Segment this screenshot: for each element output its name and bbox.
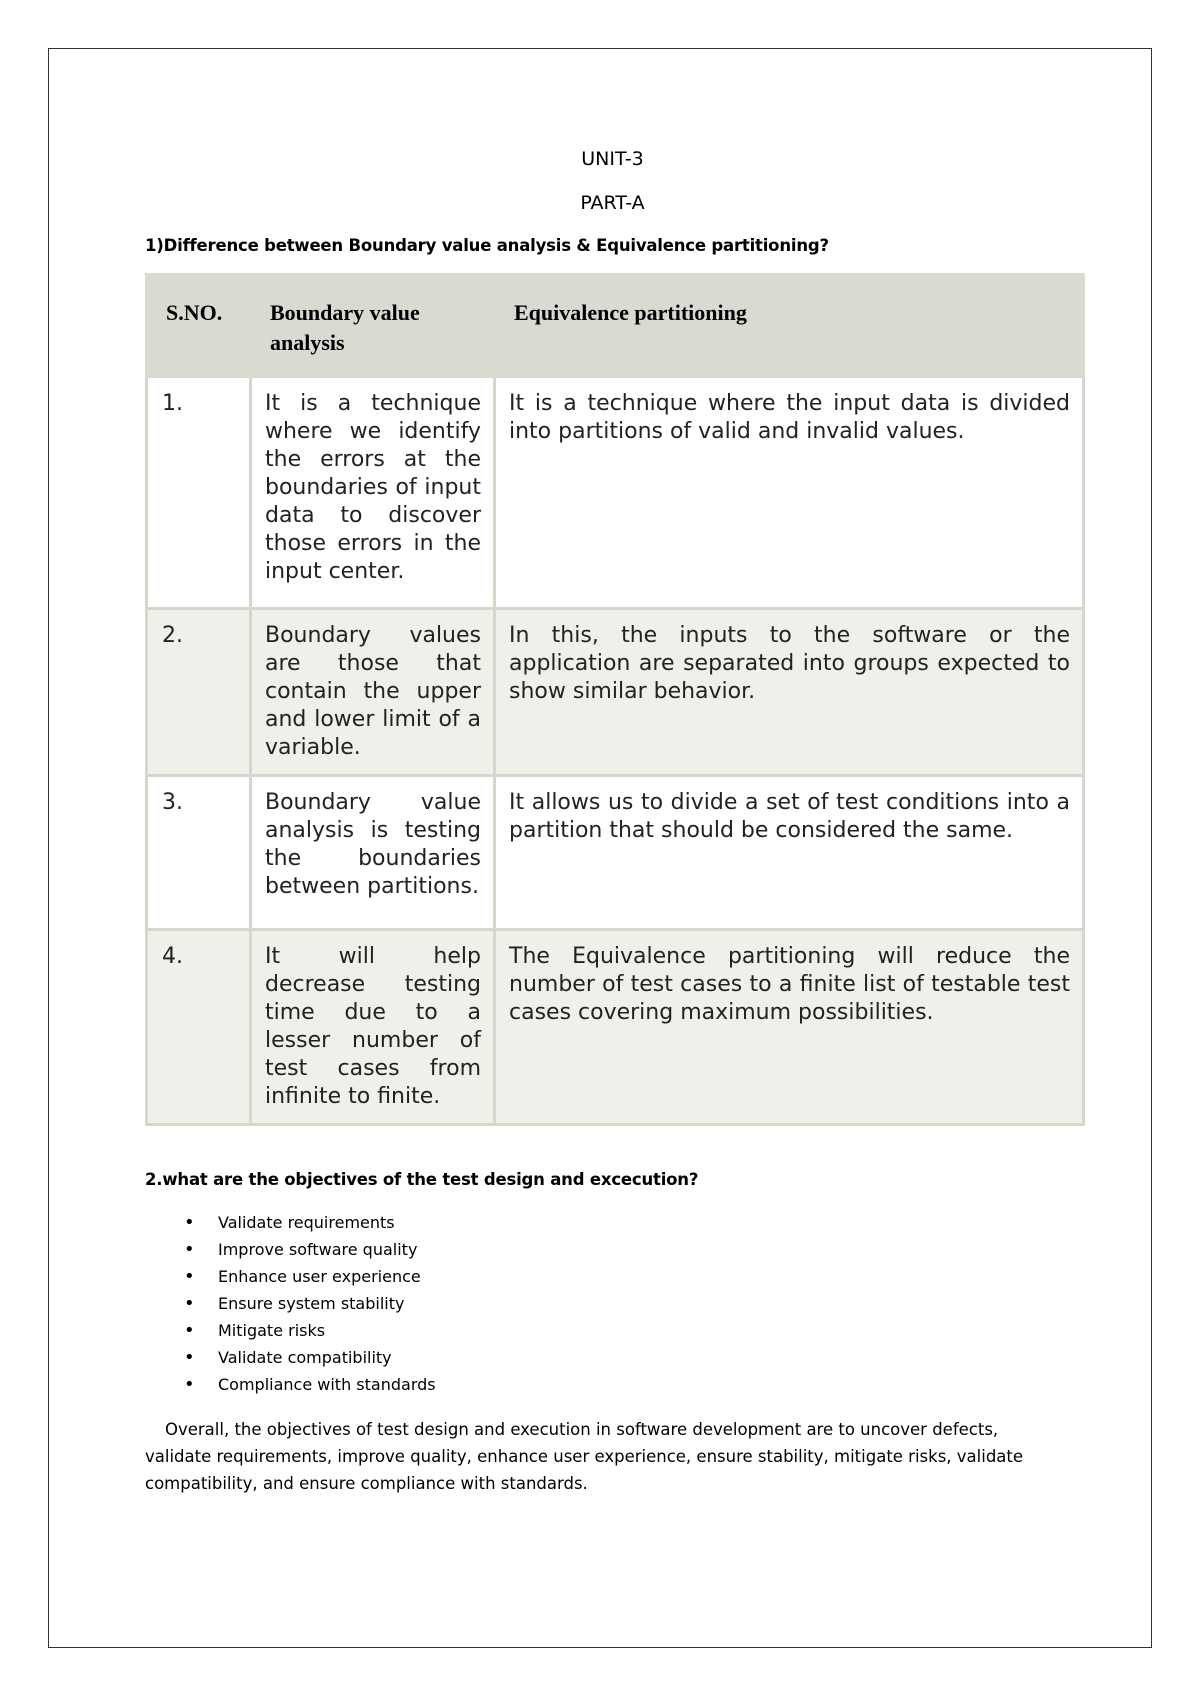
question-1-heading: 1)Difference between Boundary value analysis & Equivalence partitioning? [145,236,829,255]
objectives-list [145,1209,1080,1398]
list-item: • Validate requirements [218,1209,1080,1236]
document-body [145,140,1080,1497]
row-sno: 1. [147,377,251,609]
row-sno: 3. [147,776,251,930]
summary-paragraph [145,1416,1065,1497]
table-row [147,609,1084,776]
question-2-heading: 2.what are the objectives of the test design and excecution? [145,1170,699,1190]
header-boundary-value-analysis: Boundary value analysis [251,275,495,377]
row-ep-cell: It allows us to divide a set of test conditions into a partition that should be considered the same. [495,776,1084,930]
row-sno: 2. [147,609,251,776]
row-sno: 4. [147,930,251,1125]
list-item: • Enhance user experience [218,1263,1080,1290]
list-item: • Ensure system stability [218,1290,1080,1317]
row-ep-cell: In this, the inputs to the software or the application are separated into groups expected to show similar behavior. [495,609,1084,776]
list-item: • Mitigate risks [218,1317,1080,1344]
table-header-row [147,275,1084,377]
row-bva-cell: Boundary values are those that contain the upper and lower limit of a variable. [251,609,495,776]
row-bva-cell: Boundary value analysis is testing the boundaries between partitions. [251,776,495,930]
summary-text: Overall, the objectives of test design and execution in software development are to uncover defects, validate requirements, improve quality, enhance user experience, ensure stability, mitigate risks, validate compatibility, and ensure compliance with standards. [145,1420,1024,1494]
list-item: • Validate compatibility [218,1344,1080,1371]
unit-title: UNIT-3 [581,148,644,170]
comparison-table [145,273,1085,1126]
table-row [147,930,1084,1125]
row-ep-cell: It is a technique where the input data is divided into partitions of valid and invalid values. [495,377,1084,609]
header-sno: S.NO. [147,275,251,377]
part-title: PART-A [580,192,645,214]
row-ep-cell: The Equivalence partitioning will reduce the number of test cases to a finite list of testable test cases covering maximum possibilities. [495,930,1084,1125]
row-bva-cell: It is a technique where we identify the errors at the boundaries of input data to discover those errors in the input center. [251,377,495,609]
table-row [147,377,1084,609]
table-row [147,776,1084,930]
list-item: • Compliance with standards [218,1371,1080,1398]
list-item: • Improve software quality [218,1236,1080,1263]
header-equivalence-partitioning: Equivalence partitioning [495,275,1084,377]
row-bva-cell: It will help decrease testing time due to a lesser number of test cases from infinite to finite. [251,930,495,1125]
